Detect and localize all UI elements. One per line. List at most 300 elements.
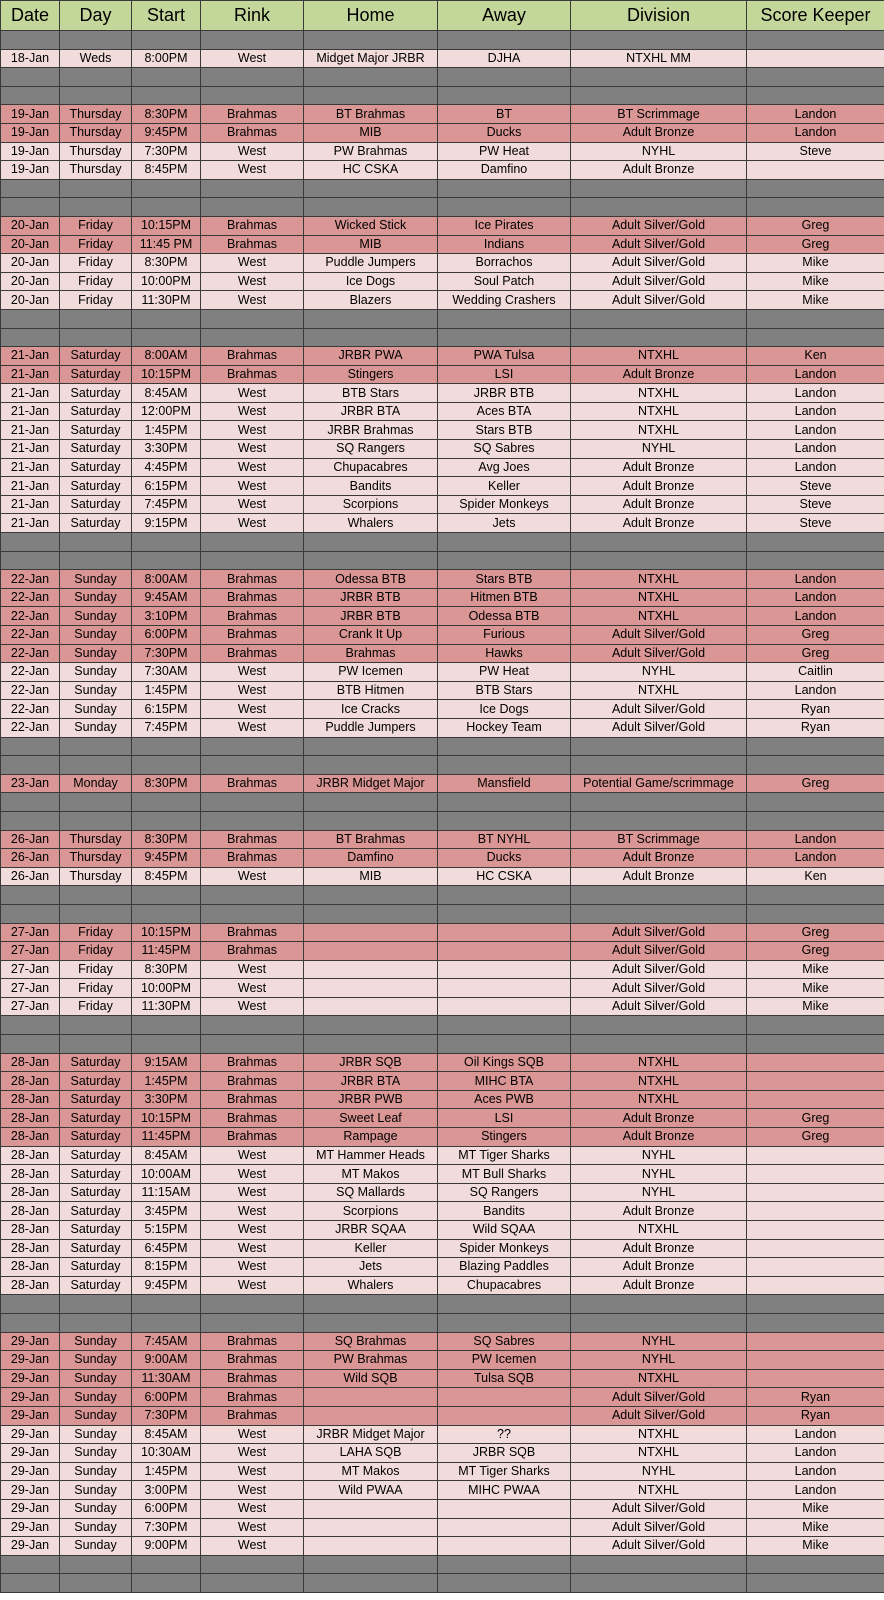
- separator-cell: [571, 86, 747, 105]
- start-cell: 8:00PM: [132, 49, 201, 68]
- score-keeper-cell: Landon: [747, 849, 884, 868]
- division-cell: Adult Bronze: [571, 495, 747, 514]
- separator-cell: [201, 551, 304, 570]
- division-cell: NTXHL: [571, 1425, 747, 1444]
- start-cell: 8:45PM: [132, 867, 201, 886]
- date-cell: 28-Jan: [1, 1221, 60, 1240]
- date-cell: 22-Jan: [1, 607, 60, 626]
- separator-cell: [1, 533, 60, 552]
- start-cell: 8:30PM: [132, 960, 201, 979]
- separator-cell: [132, 1574, 201, 1593]
- away-cell: Stars BTB: [438, 570, 571, 589]
- away-cell: PW Heat: [438, 663, 571, 682]
- day-cell: Sunday: [60, 1369, 132, 1388]
- away-cell: PW Heat: [438, 142, 571, 161]
- away-cell: Spider Monkeys: [438, 1239, 571, 1258]
- away-cell: Ducks: [438, 849, 571, 868]
- table-row: [1, 626, 884, 645]
- rink-cell: Brahmas: [201, 570, 304, 589]
- home-cell: JRBR SQAA: [304, 1221, 438, 1240]
- date-cell: 29-Jan: [1, 1425, 60, 1444]
- separator-cell: [438, 31, 571, 50]
- date-cell: 21-Jan: [1, 347, 60, 366]
- away-cell: [438, 1518, 571, 1537]
- away-cell: MT Bull Sharks: [438, 1165, 571, 1184]
- score-keeper-cell: Mike: [747, 1537, 884, 1556]
- home-cell: MIB: [304, 867, 438, 886]
- home-cell: Blazers: [304, 291, 438, 310]
- separator-row: [1, 737, 884, 756]
- score-keeper-cell: [747, 1146, 884, 1165]
- separator-cell: [571, 198, 747, 217]
- separator-cell: [201, 1555, 304, 1574]
- rink-cell: West: [201, 440, 304, 459]
- rink-cell: Brahmas: [201, 123, 304, 142]
- table-row: [1, 105, 884, 124]
- separator-cell: [304, 551, 438, 570]
- table-row: [1, 867, 884, 886]
- rink-cell: West: [201, 1202, 304, 1221]
- day-cell: Saturday: [60, 347, 132, 366]
- separator-cell: [1, 1016, 60, 1035]
- score-keeper-cell: Landon: [747, 1462, 884, 1481]
- table-row: [1, 384, 884, 403]
- separator-cell: [747, 1035, 884, 1054]
- home-cell: Jets: [304, 1258, 438, 1277]
- date-cell: 18-Jan: [1, 49, 60, 68]
- day-cell: Friday: [60, 942, 132, 961]
- separator-cell: [201, 31, 304, 50]
- separator-cell: [304, 811, 438, 830]
- day-cell: Friday: [60, 923, 132, 942]
- separator-cell: [304, 179, 438, 198]
- date-cell: 29-Jan: [1, 1444, 60, 1463]
- table-row: [1, 1239, 884, 1258]
- separator-cell: [60, 737, 132, 756]
- score-keeper-cell: [747, 1332, 884, 1351]
- rink-cell: West: [201, 1165, 304, 1184]
- date-cell: 29-Jan: [1, 1369, 60, 1388]
- table-row: [1, 849, 884, 868]
- separator-row: [1, 1555, 884, 1574]
- separator-cell: [60, 31, 132, 50]
- start-cell: 6:00PM: [132, 1499, 201, 1518]
- separator-cell: [304, 1555, 438, 1574]
- division-cell: Adult Silver/Gold: [571, 1406, 747, 1425]
- table-row: [1, 997, 884, 1016]
- separator-cell: [201, 756, 304, 775]
- separator-cell: [60, 68, 132, 87]
- start-cell: 7:30PM: [132, 1406, 201, 1425]
- away-cell: Blazing Paddles: [438, 1258, 571, 1277]
- table-row: [1, 216, 884, 235]
- separator-cell: [304, 533, 438, 552]
- start-cell: 10:00PM: [132, 979, 201, 998]
- away-cell: PW Icemen: [438, 1351, 571, 1370]
- score-keeper-cell: [747, 1351, 884, 1370]
- division-cell: BT Scrimmage: [571, 105, 747, 124]
- separator-cell: [132, 886, 201, 905]
- separator-cell: [571, 756, 747, 775]
- header-row: [1, 1, 884, 31]
- score-keeper-cell: Landon: [747, 440, 884, 459]
- rink-cell: Brahmas: [201, 1388, 304, 1407]
- separator-cell: [747, 904, 884, 923]
- rink-cell: West: [201, 458, 304, 477]
- start-cell: 12:00PM: [132, 402, 201, 421]
- away-cell: Stars BTB: [438, 421, 571, 440]
- division-cell: Adult Bronze: [571, 1276, 747, 1295]
- separator-cell: [747, 68, 884, 87]
- score-keeper-cell: Greg: [747, 942, 884, 961]
- separator-cell: [201, 68, 304, 87]
- date-cell: 27-Jan: [1, 942, 60, 961]
- start-cell: 7:30PM: [132, 142, 201, 161]
- table-row: [1, 402, 884, 421]
- separator-cell: [304, 1035, 438, 1054]
- away-cell: Damfino: [438, 161, 571, 180]
- separator-cell: [571, 904, 747, 923]
- rink-cell: Brahmas: [201, 216, 304, 235]
- score-keeper-cell: Mike: [747, 979, 884, 998]
- separator-cell: [571, 309, 747, 328]
- home-cell: JRBR BTB: [304, 588, 438, 607]
- table-row: [1, 942, 884, 961]
- separator-cell: [304, 1313, 438, 1332]
- separator-cell: [60, 904, 132, 923]
- division-cell: Adult Silver/Gold: [571, 254, 747, 273]
- separator-cell: [132, 1313, 201, 1332]
- day-cell: Sunday: [60, 570, 132, 589]
- separator-cell: [304, 31, 438, 50]
- day-cell: Saturday: [60, 1146, 132, 1165]
- separator-cell: [747, 309, 884, 328]
- away-cell: BTB Stars: [438, 681, 571, 700]
- away-cell: BT: [438, 105, 571, 124]
- rink-cell: West: [201, 291, 304, 310]
- away-cell: Spider Monkeys: [438, 495, 571, 514]
- separator-row: [1, 886, 884, 905]
- home-cell: LAHA SQB: [304, 1444, 438, 1463]
- away-cell: Aces PWB: [438, 1090, 571, 1109]
- away-cell: Furious: [438, 626, 571, 645]
- separator-row: [1, 86, 884, 105]
- table-row: [1, 830, 884, 849]
- separator-cell: [201, 1574, 304, 1593]
- date-cell: 19-Jan: [1, 105, 60, 124]
- start-cell: 8:30PM: [132, 254, 201, 273]
- division-cell: Adult Bronze: [571, 1128, 747, 1147]
- separator-cell: [132, 31, 201, 50]
- col-header-score-keeper: Score Keeper: [747, 1, 884, 31]
- start-cell: 11:45PM: [132, 1128, 201, 1147]
- rink-cell: Brahmas: [201, 105, 304, 124]
- division-cell: Adult Bronze: [571, 161, 747, 180]
- separator-cell: [60, 533, 132, 552]
- date-cell: 28-Jan: [1, 1202, 60, 1221]
- home-cell: SQ Mallards: [304, 1183, 438, 1202]
- separator-cell: [132, 533, 201, 552]
- date-cell: 27-Jan: [1, 979, 60, 998]
- score-keeper-cell: Mike: [747, 997, 884, 1016]
- start-cell: 7:30PM: [132, 644, 201, 663]
- separator-cell: [132, 904, 201, 923]
- separator-cell: [201, 1313, 304, 1332]
- separator-cell: [132, 1555, 201, 1574]
- separator-cell: [438, 328, 571, 347]
- home-cell: Whalers: [304, 1276, 438, 1295]
- home-cell: Crank It Up: [304, 626, 438, 645]
- home-cell: JRBR BTA: [304, 402, 438, 421]
- away-cell: MIHC PWAA: [438, 1481, 571, 1500]
- date-cell: 21-Jan: [1, 421, 60, 440]
- table-row: [1, 1369, 884, 1388]
- separator-cell: [304, 198, 438, 217]
- home-cell: Rampage: [304, 1128, 438, 1147]
- separator-cell: [304, 904, 438, 923]
- separator-cell: [201, 737, 304, 756]
- table-row: [1, 1444, 884, 1463]
- table-row: [1, 588, 884, 607]
- home-cell: PW Brahmas: [304, 1351, 438, 1370]
- division-cell: Adult Silver/Gold: [571, 1388, 747, 1407]
- home-cell: JRBR Brahmas: [304, 421, 438, 440]
- table-row: [1, 142, 884, 161]
- away-cell: PWA Tulsa: [438, 347, 571, 366]
- day-cell: Saturday: [60, 402, 132, 421]
- separator-row: [1, 756, 884, 775]
- start-cell: 9:45AM: [132, 588, 201, 607]
- day-cell: Sunday: [60, 700, 132, 719]
- start-cell: 7:45PM: [132, 495, 201, 514]
- start-cell: 10:15PM: [132, 365, 201, 384]
- home-cell: Sweet Leaf: [304, 1109, 438, 1128]
- date-cell: 28-Jan: [1, 1090, 60, 1109]
- table-row: [1, 979, 884, 998]
- start-cell: 6:45PM: [132, 1239, 201, 1258]
- rink-cell: West: [201, 1462, 304, 1481]
- away-cell: [438, 1388, 571, 1407]
- date-cell: 29-Jan: [1, 1518, 60, 1537]
- rink-cell: West: [201, 514, 304, 533]
- separator-row: [1, 179, 884, 198]
- date-cell: 20-Jan: [1, 235, 60, 254]
- rink-cell: Brahmas: [201, 235, 304, 254]
- table-row: [1, 458, 884, 477]
- day-cell: Friday: [60, 272, 132, 291]
- score-keeper-cell: [747, 1258, 884, 1277]
- away-cell: [438, 942, 571, 961]
- score-keeper-cell: Greg: [747, 774, 884, 793]
- score-keeper-cell: [747, 1090, 884, 1109]
- score-keeper-cell: Landon: [747, 458, 884, 477]
- separator-cell: [304, 756, 438, 775]
- separator-cell: [1, 31, 60, 50]
- home-cell: [304, 1518, 438, 1537]
- rink-cell: West: [201, 495, 304, 514]
- separator-cell: [304, 793, 438, 812]
- start-cell: 3:45PM: [132, 1202, 201, 1221]
- division-cell: NTXHL: [571, 1053, 747, 1072]
- date-cell: 21-Jan: [1, 440, 60, 459]
- separator-cell: [60, 1035, 132, 1054]
- separator-row: [1, 68, 884, 87]
- day-cell: Saturday: [60, 365, 132, 384]
- date-cell: 20-Jan: [1, 272, 60, 291]
- day-cell: Weds: [60, 49, 132, 68]
- separator-cell: [304, 86, 438, 105]
- date-cell: 29-Jan: [1, 1462, 60, 1481]
- away-cell: [438, 1537, 571, 1556]
- separator-cell: [304, 68, 438, 87]
- score-keeper-cell: [747, 1072, 884, 1091]
- table-row: [1, 1351, 884, 1370]
- separator-cell: [1, 1555, 60, 1574]
- start-cell: 9:45PM: [132, 123, 201, 142]
- rink-cell: West: [201, 1258, 304, 1277]
- score-keeper-cell: [747, 1165, 884, 1184]
- start-cell: 8:45AM: [132, 1425, 201, 1444]
- separator-cell: [571, 1016, 747, 1035]
- separator-cell: [438, 1555, 571, 1574]
- division-cell: Adult Silver/Gold: [571, 291, 747, 310]
- division-cell: NTXHL: [571, 588, 747, 607]
- away-cell: Hockey Team: [438, 718, 571, 737]
- date-cell: 19-Jan: [1, 142, 60, 161]
- rink-cell: Brahmas: [201, 1072, 304, 1091]
- separator-cell: [438, 86, 571, 105]
- away-cell: SQ Sabres: [438, 440, 571, 459]
- score-keeper-cell: Ryan: [747, 718, 884, 737]
- date-cell: 19-Jan: [1, 161, 60, 180]
- date-cell: 29-Jan: [1, 1388, 60, 1407]
- home-cell: MIB: [304, 235, 438, 254]
- rink-cell: Brahmas: [201, 1128, 304, 1147]
- date-cell: 21-Jan: [1, 477, 60, 496]
- start-cell: 8:30PM: [132, 105, 201, 124]
- start-cell: 3:00PM: [132, 1481, 201, 1500]
- score-keeper-cell: [747, 161, 884, 180]
- start-cell: 11:45PM: [132, 942, 201, 961]
- separator-cell: [571, 533, 747, 552]
- home-cell: [304, 1406, 438, 1425]
- home-cell: [304, 942, 438, 961]
- home-cell: JRBR BTA: [304, 1072, 438, 1091]
- home-cell: SQ Rangers: [304, 440, 438, 459]
- start-cell: 9:45PM: [132, 849, 201, 868]
- rink-cell: West: [201, 142, 304, 161]
- start-cell: 9:45PM: [132, 1276, 201, 1295]
- home-cell: JRBR BTB: [304, 607, 438, 626]
- separator-cell: [60, 1295, 132, 1314]
- day-cell: Sunday: [60, 681, 132, 700]
- start-cell: 8:30PM: [132, 830, 201, 849]
- start-cell: 8:45AM: [132, 1146, 201, 1165]
- separator-cell: [132, 793, 201, 812]
- rink-cell: West: [201, 979, 304, 998]
- separator-cell: [132, 198, 201, 217]
- separator-cell: [304, 886, 438, 905]
- rink-cell: West: [201, 421, 304, 440]
- separator-cell: [132, 86, 201, 105]
- separator-cell: [571, 328, 747, 347]
- day-cell: Thursday: [60, 161, 132, 180]
- start-cell: 11:45 PM: [132, 235, 201, 254]
- separator-cell: [747, 793, 884, 812]
- away-cell: MT Tiger Sharks: [438, 1462, 571, 1481]
- col-header-date: Date: [1, 1, 60, 31]
- score-keeper-cell: Mike: [747, 291, 884, 310]
- home-cell: JRBR Midget Major: [304, 1425, 438, 1444]
- start-cell: 8:45PM: [132, 161, 201, 180]
- table-row: [1, 570, 884, 589]
- score-keeper-cell: Greg: [747, 216, 884, 235]
- start-cell: 3:30PM: [132, 440, 201, 459]
- day-cell: Saturday: [60, 1202, 132, 1221]
- rink-cell: Brahmas: [201, 1351, 304, 1370]
- home-cell: Chupacabres: [304, 458, 438, 477]
- start-cell: 10:15PM: [132, 216, 201, 235]
- score-keeper-cell: Greg: [747, 923, 884, 942]
- separator-cell: [571, 1574, 747, 1593]
- date-cell: 21-Jan: [1, 458, 60, 477]
- date-cell: 29-Jan: [1, 1406, 60, 1425]
- date-cell: 22-Jan: [1, 644, 60, 663]
- date-cell: 21-Jan: [1, 514, 60, 533]
- day-cell: Sunday: [60, 1499, 132, 1518]
- separator-cell: [438, 309, 571, 328]
- rink-cell: Brahmas: [201, 1090, 304, 1109]
- score-keeper-cell: Steve: [747, 142, 884, 161]
- home-cell: Ice Cracks: [304, 700, 438, 719]
- date-cell: 19-Jan: [1, 123, 60, 142]
- division-cell: NTXHL: [571, 570, 747, 589]
- score-keeper-cell: Steve: [747, 514, 884, 533]
- table-row: [1, 644, 884, 663]
- day-cell: Saturday: [60, 384, 132, 403]
- table-row: [1, 923, 884, 942]
- separator-cell: [132, 551, 201, 570]
- date-cell: 22-Jan: [1, 681, 60, 700]
- home-cell: BTB Stars: [304, 384, 438, 403]
- separator-cell: [571, 68, 747, 87]
- division-cell: NYHL: [571, 1351, 747, 1370]
- away-cell: [438, 997, 571, 1016]
- separator-cell: [60, 551, 132, 570]
- home-cell: JRBR Midget Major: [304, 774, 438, 793]
- separator-cell: [304, 1016, 438, 1035]
- start-cell: 9:00PM: [132, 1537, 201, 1556]
- start-cell: 10:00AM: [132, 1165, 201, 1184]
- home-cell: MIB: [304, 123, 438, 142]
- home-cell: Ice Dogs: [304, 272, 438, 291]
- separator-cell: [438, 737, 571, 756]
- home-cell: [304, 997, 438, 1016]
- day-cell: Sunday: [60, 607, 132, 626]
- home-cell: Damfino: [304, 849, 438, 868]
- score-keeper-cell: Landon: [747, 681, 884, 700]
- separator-row: [1, 1313, 884, 1332]
- score-keeper-cell: [747, 1053, 884, 1072]
- division-cell: BT Scrimmage: [571, 830, 747, 849]
- division-cell: NYHL: [571, 1332, 747, 1351]
- away-cell: MIHC BTA: [438, 1072, 571, 1091]
- date-cell: 28-Jan: [1, 1258, 60, 1277]
- rink-cell: West: [201, 402, 304, 421]
- date-cell: 29-Jan: [1, 1499, 60, 1518]
- division-cell: NTXHL: [571, 1221, 747, 1240]
- home-cell: JRBR SQB: [304, 1053, 438, 1072]
